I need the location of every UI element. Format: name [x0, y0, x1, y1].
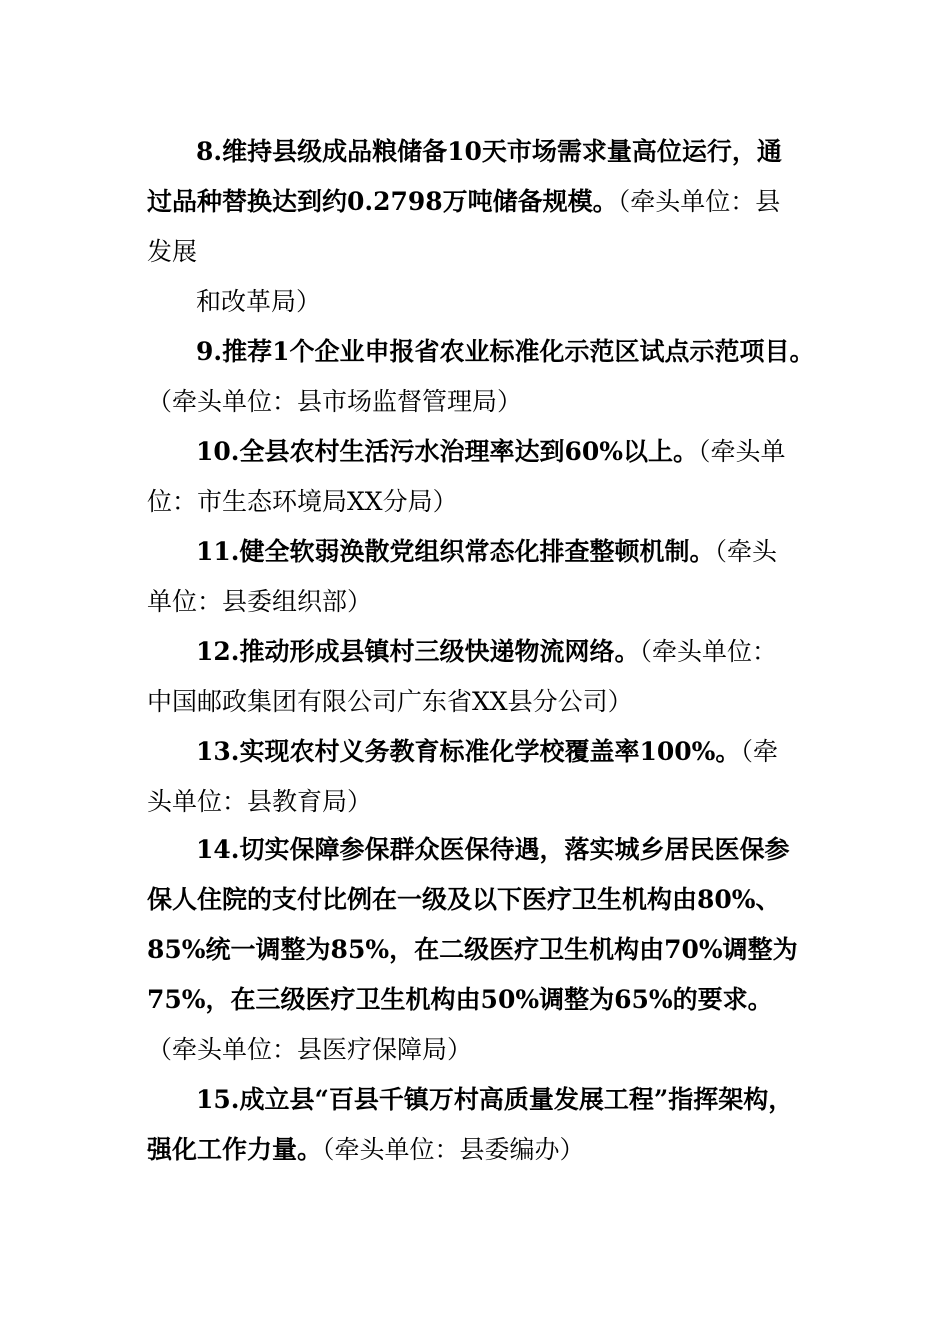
- item-9-text: 9.推荐1个企业申报省农业标准化示范区试点示范项目。: [196, 337, 815, 366]
- item-14-text: 14.切实保障参保群众医保待遇，落实城乡居民医保参: [196, 835, 790, 864]
- item-11-line-2: [147, 586, 372, 618]
- item-14-text-cont-3: 75%，在三级医疗卫生机构由50%调整为65%的要求。: [147, 985, 773, 1014]
- item-11-text: 11.健全软弱涣散党组织常态化排查整顿机制。: [196, 537, 715, 566]
- item-8-lead-unit-end: 和改革局）: [196, 287, 322, 316]
- item-8-line-1: [196, 136, 782, 168]
- item-12-line-2: [147, 686, 633, 718]
- item-13-lead-unit: （牵: [740, 737, 778, 766]
- item-12-lead-unit-cont: 中国邮政集团有限公司广东省XX县分公司）: [147, 687, 633, 716]
- item-15-line-1: [196, 1084, 793, 1116]
- item-8-lead-unit-cont: 发展: [147, 237, 198, 266]
- item-15-line-2: [147, 1134, 585, 1166]
- item-9-lead-unit: （牵头单位：县市场监督管理局）: [147, 387, 523, 416]
- item-14-line-2: [147, 884, 781, 916]
- item-9-line-2: [147, 386, 522, 418]
- item-9-line-1: [196, 336, 815, 368]
- item-13-lead-unit-cont: 头单位：县教育局）: [147, 787, 373, 816]
- item-8-line-2: [147, 186, 780, 218]
- item-14-line-4: [147, 984, 773, 1016]
- item-11-lead-unit-cont: 单位：县委组织部）: [147, 587, 373, 616]
- item-12-lead-unit: （牵头单位：: [639, 637, 778, 666]
- item-12-line-1: [196, 636, 777, 668]
- item-8-line-4: [196, 286, 321, 318]
- item-11-lead-unit: （牵头: [714, 537, 778, 566]
- item-14-line-3: [147, 934, 798, 966]
- item-10-lead-unit-cont: 位：市生态环境局XX分局）: [147, 487, 458, 516]
- item-10-lead-unit: （牵头单: [698, 437, 786, 466]
- item-13-text: 13.实现农村义务教育标准化学校覆盖率100%。: [196, 737, 741, 766]
- item-12-text: 12.推动形成县镇村三级快递物流网络。: [196, 637, 640, 666]
- item-10-line-1: [196, 436, 786, 468]
- item-11-line-1: [196, 536, 777, 568]
- item-15-text-cont: 强化工作力量。: [147, 1135, 323, 1164]
- item-14-line-5: [147, 1034, 472, 1066]
- item-14-lead-unit: （牵头单位：县医疗保障局）: [147, 1035, 473, 1064]
- item-10-line-2: [147, 486, 458, 518]
- item-8-text-cont: 过品种替换达到约0.2798万吨储备规模。: [147, 187, 618, 216]
- item-13-line-2: [147, 786, 372, 818]
- item-15-lead-unit: （牵头单位：县委编办）: [322, 1135, 585, 1164]
- item-14-text-cont-2: 85%统一调整为85%，在二级医疗卫生机构由70%调整为: [147, 935, 798, 964]
- item-13-line-1: [196, 736, 778, 768]
- item-14-text-cont-1: 保人住院的支付比例在一级及以下医疗卫生机构由80%、: [147, 885, 781, 914]
- item-8-text: 8.维持县级成品粮储备10天市场需求量高位运行，通: [196, 137, 782, 166]
- item-8-lead-unit: （牵头单位：县: [617, 187, 781, 216]
- item-14-line-1: [196, 834, 790, 866]
- item-15-text: 15.成立县“百县千镇万村高质量发展工程”指挥架构，: [196, 1085, 794, 1114]
- item-8-line-3: [147, 236, 197, 268]
- item-10-text: 10.全县农村生活污水治理率达到60%以上。: [196, 437, 699, 466]
